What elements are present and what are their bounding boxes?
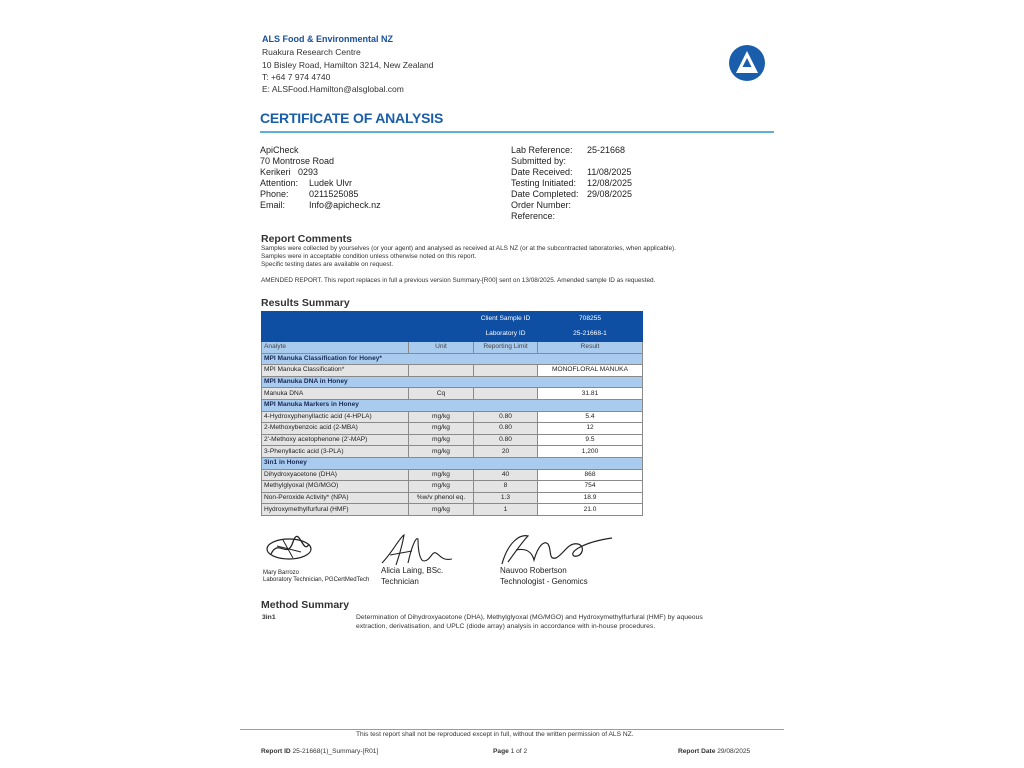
column-header-analyte: Analyte [262,342,409,354]
section-title: 3in1 in Honey [262,457,643,469]
reporting-limit-cell: 1 [474,504,538,516]
reporting-limit-cell [474,365,538,377]
attention-label: Attention: [260,178,299,188]
email-line: E: ALSFood.Hamilton@alsglobal.com [262,84,404,94]
reporting-limit-cell: 40 [474,469,538,481]
laboratory-id-row [262,327,643,342]
address-line-2: 10 Bisley Road, Hamilton 3214, New Zealand [262,60,434,70]
unit-cell: mg/kg [409,434,474,446]
footer-report-id [261,748,378,755]
result-cell: 21.0 [538,504,643,516]
section-header-row [262,399,643,411]
report-id-value: 25-21668(1)_Summary-[R01] [292,748,379,755]
reporting-limit-cell: 0.80 [474,423,538,435]
table-row [262,481,643,493]
reference-label: Reference: [511,211,556,221]
title-divider [260,131,774,133]
result-cell: 868 [538,469,643,481]
report-date-label: Report Date [678,748,716,755]
page-title: CERTIFICATE OF ANALYSIS [260,110,444,126]
report-id-label: Report ID [261,748,291,755]
analyte-cell: Dihydroxyacetone (DHA) [262,469,409,481]
comment-line: Samples were collected by yourselves (or your agent) and analysed as received at ALS NZ (or at the subcontracted laboratories, when applicable). [261,245,676,252]
laboratory-id-label: Laboratory ID [474,327,538,342]
table-row [262,446,643,458]
table-row [262,411,643,423]
date-received-value: 11/08/2025 [587,167,632,177]
section-title: MPI Manuka DNA in Honey [262,376,643,388]
report-date-value: 29/08/2025 [717,748,751,755]
footer-report-date [678,748,750,755]
footer-divider [240,729,784,730]
result-cell: 18.9 [538,492,643,504]
table-row [262,492,643,504]
table-row [262,504,643,516]
signatory-title-3: Technologist - Genomics [500,577,588,586]
report-comments-heading: Report Comments [261,233,353,245]
unit-cell: mg/kg [409,481,474,493]
signatory-name-3: Nauvoo Robertson [500,566,567,575]
client-address: 70 Montrose Road [260,156,335,166]
unit-cell: %w/v phenol eq. [409,492,474,504]
page-value: 1 of 2 [510,748,528,755]
result-cell: 12 [538,423,643,435]
analyte-cell: 2-Methoxybenzoic acid (2-MBA) [262,423,409,435]
table-row [262,423,643,435]
signatory-title-1: Laboratory Technician, PGCertMedTech [263,577,370,583]
analyte-cell: 3-Phenyllactic acid (3-PLA) [262,446,409,458]
section-header-row [262,457,643,469]
date-received-label: Date Received: [511,167,573,177]
submitted-by-label: Submitted by: [511,156,567,166]
unit-cell: mg/kg [409,504,474,516]
signature-mary-barrozo-icon [263,534,315,571]
address-line-1: Ruakura Research Centre [262,47,361,57]
date-completed-label: Date Completed: [511,189,579,199]
reporting-limit-cell: 0.80 [474,411,538,423]
section-title: MPI Manuka Classification for Honey* [262,353,643,365]
method-description-line: extraction, derivatisation, and UPLC (diode array) analysis in accordance with in-house procedures. [356,623,656,630]
result-cell: 5.4 [538,411,643,423]
reporting-limit-cell: 8 [474,481,538,493]
unit-cell [409,365,474,377]
section-header-row [262,353,643,365]
comment-line: Samples were in acceptable condition unless otherwise noted on this report. [261,253,477,260]
date-completed-value: 29/08/2025 [587,189,633,199]
column-header-result: Result [538,342,643,354]
section-title: MPI Manuka Markers in Honey [262,399,643,411]
signatory-name-1: Mary Barrozo [263,570,300,576]
analyte-cell: Non-Peroxide Activity* (NPA) [262,492,409,504]
reporting-limit-cell: 0.80 [474,434,538,446]
table-row [262,469,643,481]
amended-notice: AMENDED REPORT. This report replaces in full a previous version Summary-[R00] sent on 13/08/2025. Amended sample ID as requested. [261,277,656,284]
email-value: Info@apicheck.nz [309,200,381,210]
analyte-cell: 2'-Methoxy acetophenone (2'-MAP) [262,434,409,446]
comment-line: Specific testing dates are available on request. [261,261,394,268]
phone-line: T: +64 7 974 4740 [262,72,331,82]
unit-cell: mg/kg [409,446,474,458]
result-cell: 9.5 [538,434,643,446]
result-cell: 31.81 [538,388,643,400]
method-summary-heading: Method Summary [261,599,350,611]
analyte-cell: Hydroxymethylfurfural (HMF) [262,504,409,516]
client-name: ApiCheck [260,145,299,155]
client-sample-id-label: Client Sample ID [474,312,538,327]
lab-reference-value: 25-21668 [587,145,626,155]
analyte-cell: Manuka DNA [262,388,409,400]
unit-cell: mg/kg [409,423,474,435]
column-header-unit: Unit [409,342,474,354]
reporting-limit-cell [474,388,538,400]
reporting-limit-cell: 20 [474,446,538,458]
email-label: Email: [260,200,286,210]
unit-cell: mg/kg [409,411,474,423]
reporting-limit-cell: 1.3 [474,492,538,504]
footer-notice: This test report shall not be reproduced except in full, without the written permission of ALS NZ. [356,731,634,738]
table-row [262,434,643,446]
section-header-row [262,376,643,388]
result-cell: 1,200 [538,446,643,458]
method-code: 3in1 [262,614,276,621]
client-city: Kerikeri 0293 [260,167,319,177]
client-sample-id-value: 708255 [538,312,643,327]
results-summary-heading: Results Summary [261,297,350,309]
analyte-cell: Methylglyoxal (MG/MGO) [262,481,409,493]
unit-cell: mg/kg [409,469,474,481]
column-header-row [262,342,643,354]
client-sample-id-row [262,312,643,327]
phone-label: Phone: [260,189,289,199]
testing-initiated-value: 12/08/2025 [587,178,633,188]
method-description-line: Determination of Dihydroxyacetone (DHA), Methylglyoxal (MG/MGO) and Hydroxymethylfurfural (HMF) by aqueous [356,614,703,621]
signatory-title-2: Technician [381,577,419,586]
analyte-cell: MPI Manuka Classification* [262,365,409,377]
column-header-reporting-limit: Reporting Limit [474,342,538,354]
phone-value: 0211525085 [309,189,359,199]
table-row [262,388,643,400]
laboratory-id-value: 25-21668-1 [538,327,643,342]
lab-name: ALS Food & Environmental NZ [262,34,394,44]
result-cell: MONOFLORAL MANUKA [538,365,643,377]
order-number-label: Order Number: [511,200,572,210]
table-row [262,365,643,377]
attention-value: Ludek Ulvr [309,178,353,188]
unit-cell: Cq [409,388,474,400]
signatory-name-2: Alicia Laing, BSc. [381,566,444,575]
results-table [261,311,643,516]
lab-reference-label: Lab Reference: [511,145,573,155]
analyte-cell: 4-Hydroxyphenyllactic acid (4-HPLA) [262,411,409,423]
result-cell: 754 [538,481,643,493]
testing-initiated-label: Testing Initiated: [511,178,577,188]
als-logo-icon [729,45,765,81]
footer-page [493,748,527,755]
page-label: Page [493,748,509,755]
